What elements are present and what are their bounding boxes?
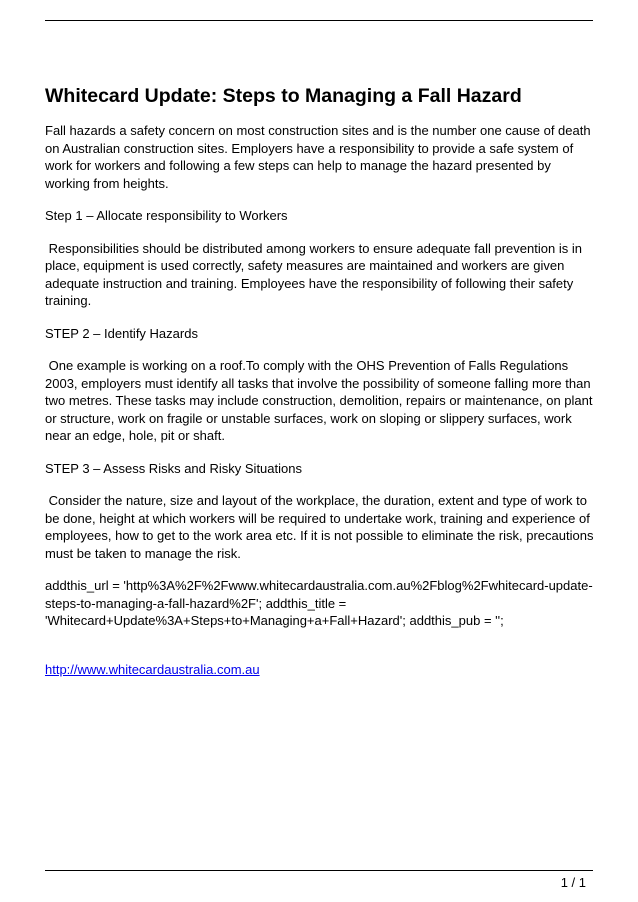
footer-rule — [45, 870, 593, 871]
intro-paragraph: Fall hazards a safety concern on most construction sites and is the number one cause of death on Australian construction sites. Employers have a responsibility to provide a safe system of work for workers and following a few steps can help to manage the hazard presented by working from heights. — [45, 123, 595, 191]
step-1-paragraph: Responsibilities should be distributed among workers to ensure adequate fall prevention is in place, equipment is used correctly, safety measures are maintained and workers are given adequate instruction and training. Employees have the responsibility of following their safety training. — [45, 240, 586, 308]
website-link[interactable]: http://www.whitecardaustralia.com.au — [45, 661, 260, 677]
spacer — [45, 645, 595, 661]
step-3-heading: STEP 3 – Assess Risks and Risky Situations — [45, 460, 302, 476]
step-3-paragraph: Consider the nature, size and layout of the workplace, the duration, extent and type of work to be done, height at which workers will be required to undertake work, training and experience of employees, how to get to the work area etc. If it is not possible to eliminate the risk, precautions must be taken to manage the risk. — [45, 493, 598, 561]
header-rule — [45, 20, 593, 21]
step-1-heading: Step 1 – Allocate responsibility to Workers — [45, 208, 288, 223]
document-title: Whitecard Update: Steps to Managing a Fall Hazard — [45, 85, 522, 107]
page-number: 1 / 1 — [560, 875, 586, 890]
document-body — [45, 84, 598, 679]
step-2-paragraph: One example is working on a roof.To comply with the OHS Prevention of Falls Regulations 2003, employers must identify all tasks that involve the possibility of someone falling more than two metres. These tasks may include construction, demolition, repairs or maintenance, on plant or structure, work on fragile or unstable surfaces, work on sloping or slippery surfaces, work near an edge, hole, pit or shaft. — [45, 358, 597, 443]
addthis-script-text: addthis_url = 'http%3A%2F%2Fwww.whitecardaustralia.com.au%2Fblog%2Fwhitecard-update-steps-to-managing-a-fall-hazard%2F'; addthis_title = 'Whitecard+Update%3A+Steps+to+Managing+a+Fall+Hazard'; addthis_pub = ''; — [45, 578, 593, 628]
step-2-heading: STEP 2 – Identify Hazards — [45, 325, 198, 341]
